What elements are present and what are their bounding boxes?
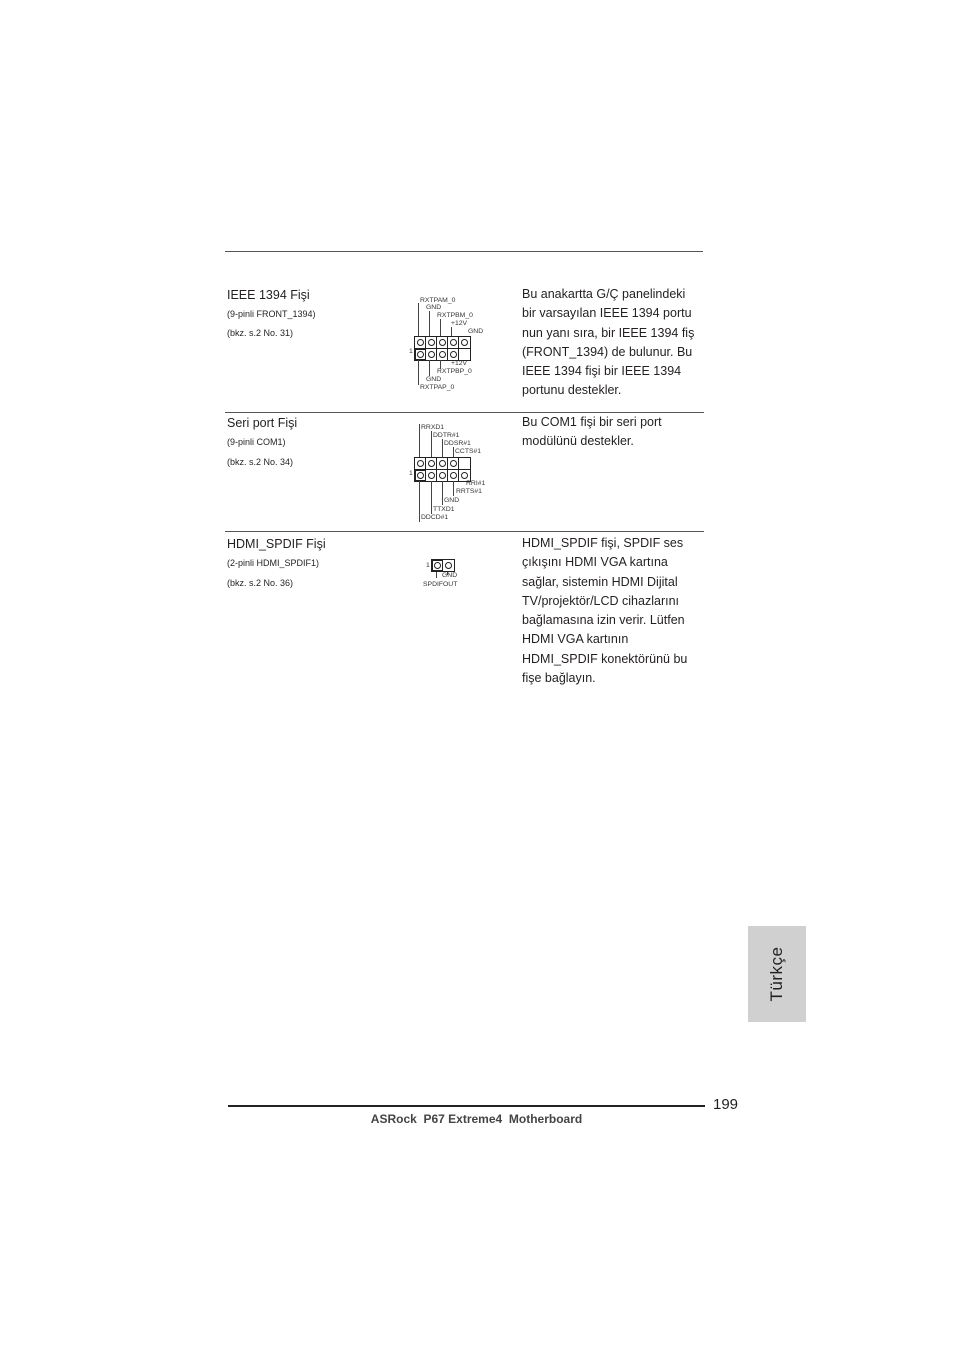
com1-description: Bu COM1 fişi bir seri port modülünü destekler. <box>522 415 662 449</box>
pin-label: +12V <box>451 360 468 367</box>
pin-label: RRXD1 <box>421 424 445 431</box>
top-rule <box>225 251 703 252</box>
pin-label: RXTPBM_0 <box>437 312 473 319</box>
pin-label: GND <box>468 328 484 335</box>
footer-rule <box>228 1105 705 1107</box>
com1-title: Seri port Fişi <box>227 416 298 430</box>
pin-label: RRTS#1 <box>456 488 482 495</box>
hdmi-spdif-pin-count: (2-pinli HDMI_SPDIF1) <box>227 558 320 568</box>
ieee1394-pin-count: (9-pinli FRONT_1394) <box>227 309 316 319</box>
com1-pin-count: (9-pinli COM1) <box>227 437 286 447</box>
footer-title: ASRock P67 Extreme4 Motherboard <box>370 1112 583 1126</box>
pin-label: +12V <box>451 320 468 327</box>
pin-label: RXTPBP_0 <box>437 368 472 375</box>
pin-label: RXTPAP_0 <box>420 384 455 391</box>
ieee1394-description: Bu anakartta G/Ç panelindeki bir varsayılan IEEE 1394 portu nun yanı sıra, bir IEEE 1394 fiş (FRONT_1394) de bulunur. Bu IEEE 1394 fişi bir IEEE 1394 portunu destekler. <box>522 287 695 398</box>
ieee1394-pin-header <box>414 336 471 361</box>
pin-label: GND <box>442 572 458 579</box>
ieee1394-ref: (bkz. s.2 No. 31) <box>227 328 294 338</box>
pin-label: GND <box>426 376 442 383</box>
pin-label: GND <box>444 497 460 504</box>
pin-label: 1 <box>409 348 413 355</box>
ieee1394-title: IEEE 1394 Fişi <box>227 288 310 302</box>
pin-label: 1 <box>426 562 430 569</box>
pin-label: DDSR#1 <box>444 440 471 447</box>
pin-label: DDCD#1 <box>421 514 449 521</box>
pin-label: GND <box>426 304 442 311</box>
language-tab <box>748 926 806 1022</box>
section-divider <box>225 531 704 532</box>
hdmi-spdif-description: HDMI_SPDIF fişi, SPDIF ses çıkışını HDMI VGA kartına sağlar, sistemin HDMI Dijital TV/projektör/LCD cihazlarını bağlamasına izin verir. Lütfen HDMI VGA kartının HDMI_SPDIF konektörünü bu fişe bağlayın. <box>522 536 688 686</box>
page-number: 199 <box>713 1096 739 1113</box>
language-tab-label: Türkçe <box>767 946 786 1002</box>
pin-label: 1 <box>409 470 413 477</box>
hdmi-spdif-pin-header <box>431 559 455 572</box>
hdmi-spdif-ref: (bkz. s.2 No. 36) <box>227 578 294 588</box>
pin-label: SPDIFOUT <box>423 581 458 588</box>
com1-ref: (bkz. s.2 No. 34) <box>227 457 294 467</box>
pin-label: RRI#1 <box>466 480 486 487</box>
com1-pin-header <box>414 457 471 482</box>
pin-label: RXTPAM_0 <box>420 297 456 304</box>
pin-label: TTXD1 <box>433 506 455 513</box>
pin-label: CCTS#1 <box>455 448 482 455</box>
pin-label: DDTR#1 <box>433 432 460 439</box>
hdmi-spdif-title: HDMI_SPDIF Fişi <box>227 537 326 551</box>
